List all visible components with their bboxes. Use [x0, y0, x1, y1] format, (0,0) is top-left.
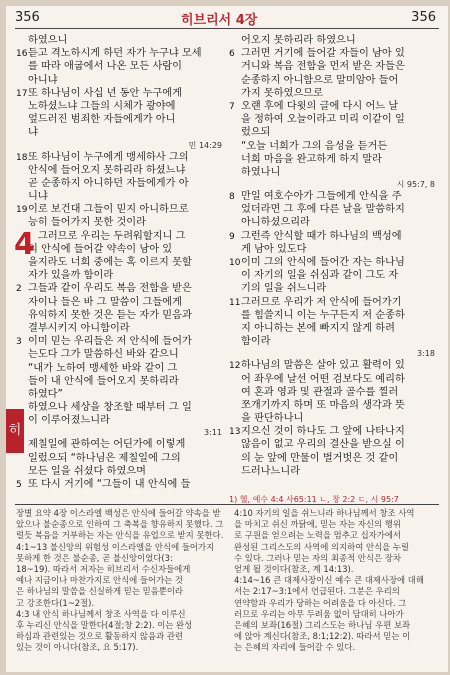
verse-text: 만일 여호수아가 그들에게 안식을 주 [241, 191, 402, 203]
verse-text: 엎드러진 범죄한 자들에게가 아니 [28, 114, 176, 126]
note-line: 러므로 우리는 아무 두려움 없이 담대히 나아가 [234, 608, 404, 619]
verse-line [16, 478, 224, 491]
verse-text: 안식에 들어오지 못하리라 하셨느냐 [28, 164, 186, 176]
verse-line [16, 256, 224, 269]
verse-number: 18 [16, 152, 28, 163]
verse-text: 하였으나 세상을 창조할 때부터 그 일 [28, 402, 192, 414]
verse-number: 8 [229, 192, 235, 203]
verse-line [229, 47, 437, 60]
footnote: 1) 헬, 예수 4:4 사65:11 ㄴ, 창 2:2 ㄷ, 시 95:7 [229, 495, 399, 504]
verse-text: 순종하지 아니함으로 말미암아 들어 [241, 74, 399, 86]
verse-text: 지으신 것이 하나도 그 앞에 나타나지 [241, 426, 405, 438]
verse-text: 드러나느니라 [241, 465, 301, 477]
verse-text: 들이 내 안식에 들어오지 못하리라 [28, 375, 179, 387]
verse-text: 하였으니 [28, 35, 68, 46]
verse-text: 아니하셨으리라 [241, 217, 310, 229]
cross-reference: 민 14:29 [188, 140, 222, 150]
verse-line [229, 359, 437, 372]
verse-line [16, 47, 224, 60]
note-line: 는 은혜의 자리에 들어갈 수 있다. [234, 642, 356, 653]
note-line: 서는 2:17~3:1에서 언급된다. 그분은 우리의 [234, 586, 400, 597]
verse-number: 2 [16, 284, 22, 295]
header-rule [15, 28, 439, 29]
verse-line [229, 126, 437, 139]
verse-line [16, 452, 224, 465]
chapter-drop-cap: 4 [14, 226, 35, 262]
verse-text: 을지라도 너희 중에는 혹 이르지 못할 [28, 257, 192, 268]
verse-text: 이로 보건대 그들이 믿지 아니하므로 [28, 204, 189, 216]
verse-line [229, 465, 437, 478]
verse-number: 9 [229, 231, 235, 242]
notes-right-column [234, 508, 440, 653]
note-line: 을 마치고 쉬신 까닭에, 믿는 자는 자신의 행위 [234, 519, 401, 530]
note-line: 장별 요약 4장 이스라엘 백성은 안식에 들어갈 약속을 받 [16, 508, 221, 518]
note-line: 하심과 관련있는 것으로 활동하지 않음과 관련 [16, 631, 184, 642]
note-line: 4:10 자기의 일을 쉬느니라 하나님께서 창조 사역 [234, 508, 415, 518]
verse-line [16, 322, 224, 335]
verse-text: 또 하나님이 사십 년 동안 누구에게 [28, 87, 182, 99]
note-line: 로 구원을 얻으려는 노력을 멈추고 십자가에서 [234, 530, 402, 541]
verse-line [16, 414, 224, 427]
verse-text: 그러면 거기에 들어갈 자들이 남아 있 [241, 48, 405, 60]
verse-text: 렀으되 [241, 127, 271, 139]
verse-text: 또 하나님이 누구에게 맹세하사 그의 [28, 151, 189, 163]
note-line: 못하게 한 것은 불순종, 곧 불신앙이었다(3: [16, 552, 173, 563]
verse-line [16, 282, 224, 295]
verse-line [229, 412, 437, 425]
verse-text: 그런즉 안식할 때가 하나님의 백성에 [241, 230, 402, 242]
verse-line [16, 151, 224, 164]
verse-text: 기의 일을 쉬느니라 [241, 283, 327, 295]
commentary-notes [16, 508, 440, 672]
verse-line [16, 100, 224, 113]
verse-text: 듣고 격노하시게 하던 자가 누구냐 모세 [28, 48, 202, 60]
verse-text: “오늘 너희가 그의 음성을 듣거든 [241, 140, 388, 152]
verse-text: 하나님의 말씀은 살아 있고 활력이 있 [241, 360, 405, 372]
verse-line [229, 74, 437, 87]
note-line: 4:3 내 안식 하나님께서 창조 사역을 다 이루신 [16, 608, 186, 619]
note-line: 연약함과 우리가 당하는 어려움을 다 아신다. 그 [234, 597, 407, 608]
verse-text: 이 이루어졌느니라 [28, 415, 110, 427]
verse-text: 함이라 [241, 336, 271, 348]
verse-text: 결부시키지 아니함이라 [28, 322, 130, 334]
verse-text: 유익하지 못한 것은 듣는 자가 믿음과 [28, 309, 192, 321]
verse-text: 그러므로 우리는 두려워할지니 그 [38, 230, 186, 242]
verse-text: 어오지 못하리라 하였으니 [241, 35, 356, 46]
verse-line [229, 425, 437, 438]
verse-number: 7 [229, 101, 235, 112]
verse-line [229, 269, 437, 282]
verse-text: 그러므로 우리가 저 안식에 들어가기 [241, 296, 402, 308]
verse-line [16, 348, 224, 361]
verse-text: 노하셨느냐 그들의 시체가 광야에 [28, 100, 176, 112]
verse-line [229, 166, 437, 179]
verse-text: 가지 못하였으므로 [241, 87, 323, 99]
verse-text: 이 자기의 일을 쉬심과 같이 그도 자 [241, 270, 399, 282]
verse-text: “내가 노하여 맹세한 바와 같이 그 [28, 362, 178, 374]
note-line: 수 있다. 그러나 믿는 자의 최종적 안식은 장차 [234, 552, 401, 563]
verse-text: 의 눈 앞에 만물이 벌거벗은 것 같이 [241, 452, 399, 464]
verse-line [16, 401, 224, 414]
verse-text: 는도다 그가 말씀하신 바와 같으니 [28, 349, 179, 361]
book-side-tab: 히 [6, 409, 24, 453]
notes-left-column [16, 508, 222, 653]
verse-line [16, 190, 224, 203]
verse-text: 를 힘쓸지니 이는 누구든지 저 순종하 [241, 309, 405, 321]
verse-line [16, 34, 224, 47]
verse-line [16, 465, 224, 478]
verse-line [229, 282, 437, 295]
verse-text: 모든 일을 쉬셨다 하였으며 [28, 465, 146, 477]
verse-line [16, 438, 224, 451]
verse-line [16, 296, 224, 309]
verse-text: 여 혼과 영과 및 관절과 골수를 찔러 [241, 386, 399, 398]
verse-text: 아니냐 [28, 74, 58, 86]
verse-text: 어 좌우에 날선 어떤 검보다도 예리하 [241, 373, 405, 385]
note-line: 럴듯 복음을 거부하는 자는 안식을 유업으로 받지 못한다. [16, 530, 224, 541]
verse-text: 않음이 없고 우리의 결산을 받으실 이 [241, 439, 405, 451]
verse-number: 16 [16, 49, 28, 60]
verse-line [16, 60, 224, 73]
cross-reference: 시 95:7, 8 [396, 180, 435, 190]
verse-line [229, 113, 437, 126]
verse-text: 능히 들어가지 못한 것이라 [28, 217, 146, 229]
verse-number: 6 [229, 49, 235, 60]
verse-line [16, 164, 224, 177]
verse-text: 일렀으되 “하나님은 제칠일에 그의 [28, 452, 181, 464]
verse-number: 10 [229, 258, 241, 268]
verse-line [16, 126, 224, 139]
verse-text: 자가 있을까 함이라 [28, 270, 114, 282]
verse-line [229, 322, 437, 335]
cross-reference: 3:18 [417, 349, 435, 359]
verse-line [16, 388, 224, 401]
verse-line [229, 243, 437, 256]
verse-text: 를 따라 애굽에서 나온 모든 사람이 [28, 61, 182, 73]
notes-rule [15, 504, 439, 505]
verse-line [229, 399, 437, 412]
verse-line [229, 34, 437, 47]
note-line: 은 하나님의 말씀을 신실하게 믿는 믿음뿐이라 [16, 586, 184, 597]
verse-text: 곧 순종하지 아니하던 자들에게가 아 [28, 177, 189, 189]
verse-text: 그들과 같이 우리도 복음 전함을 받은 [28, 283, 192, 295]
verse-text: 게 남아 있도다 [241, 243, 307, 255]
note-line: 후 누리신 안식을 말한다(4절;창 2:2). 이는 완성 [16, 619, 193, 630]
chapter-title: 히브리서 4장 [181, 13, 258, 28]
verse-text: 이미 그의 안식에 들어간 자는 하나님 [241, 257, 405, 268]
verse-text: 쪼개기까지 하며 또 마음의 생각과 뜻 [241, 399, 405, 411]
verse-line [16, 177, 224, 190]
note-line: 았으나 불순종으로 인하여 그 축복을 향유하지 못했다. 그 [16, 519, 224, 530]
verse-text: 하였나니 [241, 166, 281, 178]
verse-line [229, 230, 437, 243]
verse-line [16, 203, 224, 216]
verse-text: 거니와 복음 전함을 먼저 받은 자들은 [241, 61, 405, 73]
verse-number: 13 [229, 427, 241, 438]
verse-line [229, 190, 437, 203]
verse-line [229, 153, 437, 166]
verse-text: 이미 믿는 우리들은 저 안식에 들어가 [28, 336, 192, 348]
note-line: 에 앉아 계신다(참조, 8:1;12:2). 따라서 믿는 이 [234, 631, 411, 642]
verse-number: 19 [16, 205, 28, 216]
verse-line [16, 269, 224, 282]
verse-text: 니냐 [28, 191, 48, 203]
verse-line [229, 309, 437, 322]
verse-text: 하였다” [28, 388, 63, 400]
note-line: 4:1~13 불신앙의 위험성 이스라엘을 안식에 들어가지 [16, 541, 215, 552]
verse-line [229, 438, 437, 451]
verse-line [229, 100, 437, 113]
verse-line [16, 335, 224, 348]
verse-text: 었더라면 그 후에 다른 날을 말씀하지 [241, 204, 405, 216]
note-line: 얻게 될 것이다(참조, 계 14:13). [234, 563, 354, 574]
verse-line [229, 60, 437, 73]
note-line: 4:14~16 큰 대제사장이신 예수 큰 대제사장에 대해 [234, 575, 424, 586]
verse-line [16, 243, 224, 256]
verse-line [229, 216, 437, 229]
verse-line [16, 113, 224, 126]
verse-text: 의 안식에 들어갈 약속이 남아 있 [28, 243, 173, 255]
verse-number: 11 [229, 297, 241, 308]
verse-line [229, 140, 437, 153]
note-line: 은혜의 보좌(16절) 그리스도는 하나님 우편 보좌 [234, 619, 411, 630]
verse-line [16, 87, 224, 100]
verse-number: 3 [16, 337, 22, 348]
verse-line [229, 256, 437, 269]
verse-text: 지 아니하는 본에 빠지지 않게 하려 [241, 322, 395, 334]
verse-line [16, 74, 224, 87]
note-line: 18~19). 따라서 저자는 히브리서 수신자들에게 [16, 563, 191, 574]
note-line: 예나 지금이나 마찬가지로 안식에 들어가는 것 [16, 575, 184, 586]
verse-number: 12 [229, 361, 241, 372]
verse-text: 을 정하여 오늘이라고 미리 이같이 일 [241, 114, 405, 126]
left-text-column [16, 34, 224, 491]
verse-line [229, 452, 437, 465]
verse-number: 5 [16, 480, 22, 490]
verse-text: 냐 [28, 127, 38, 139]
verse-line [229, 296, 437, 309]
page-number-right: 356 [411, 10, 436, 25]
verse-line [16, 375, 224, 388]
right-text-column [229, 34, 437, 478]
verse-text: 오랜 후에 다윗의 글에 다시 어느 날 [241, 100, 399, 112]
note-line: 완성된 그리스도의 사역에 의지하여 안식을 누릴 [234, 541, 410, 552]
verse-text: 또 다시 거기에 “그들이 내 안식에 들 [28, 479, 191, 490]
verse-line [229, 87, 437, 100]
cross-reference: 3:11 [204, 428, 222, 438]
verse-number: 17 [16, 88, 28, 99]
bible-page [6, 6, 448, 672]
verse-line [229, 373, 437, 386]
page-header [6, 6, 448, 28]
verse-line [229, 203, 437, 216]
note-line: 있는 것이 아니다(참조, 요 5:17). [16, 642, 139, 653]
verse-line [16, 309, 224, 322]
verse-text: 너희 마음을 완고하게 하지 말라 [241, 153, 382, 165]
verse-line [229, 386, 437, 399]
verse-text: 자이나 들은 바 그 말씀이 그들에게 [28, 296, 182, 308]
verse-line [229, 335, 437, 348]
verse-text: 제칠일에 관하여는 어딘가에 이렇게 [28, 439, 186, 451]
verse-line [16, 216, 224, 229]
page-number-left: 356 [15, 10, 40, 25]
verse-text: 을 판단하나니 [241, 413, 304, 425]
verse-line [16, 362, 224, 375]
note-line: 고 강조한다(1~2절). [16, 597, 95, 608]
